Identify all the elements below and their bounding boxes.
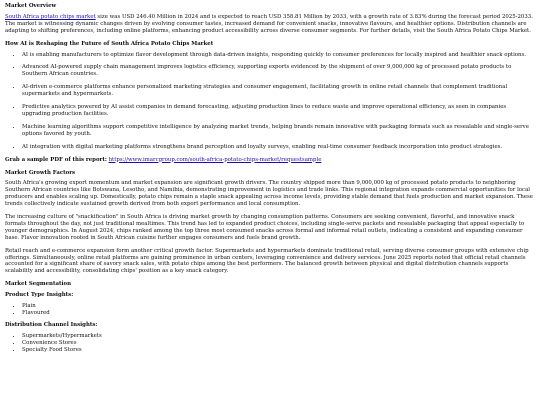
list-item: • AI is enabling manufacturers to optimize flavor development through data-driven insights, responding quickly to consumer preferences for locally inspired and healthier snack options. [22, 52, 535, 59]
list-item: • Supermarkets/Hypermarkets [22, 333, 535, 340]
market-overview-text: size was USD 246.40 Million in 2024 and is expected to reach USD 358.81 Million by 2033, with a growth rate of 3.83% during the forecast period 2025-2033. The market is witnessing dynamic changes driven by evolving consumer tastes, increased demand for convenient snacks, innovative flavours, and healthier options. Distribution channels are adapting to shifting preferences, including online platforms, enhancing product accessibility across diverse consumer segments. For further details, visit the South Africa Potato Chips Market. [5, 13, 533, 34]
segmentation-heading: Market Segmentation [5, 281, 72, 288]
list-item: • Predictive analytics powered by AI assist companies in demand forecasting, adjusting production lines to reduce waste and improve operational efficiency, as seen in companies upgrading production facilities. [22, 104, 535, 118]
ai-bullet-list [5, 52, 535, 151]
list-item: • Plain [22, 303, 535, 310]
list-item: • AI integration with digital marketing platforms strengthens brand perception and loyalty surveys, enabling real-time consumer feedback incorporation into product strategies. [22, 144, 535, 151]
list-item: • Machine learning algorithms support competitive intelligence by analyzing market trends, helping brands remain innovative with packaging formats such as resealable and single-serve options favored by youth. [22, 124, 535, 138]
ai-section-heading: How AI is Reshaping the Future of South Africa Potato Chips Market [5, 40, 214, 47]
list-item: • Flavoured [22, 310, 535, 317]
sample-pdf-link[interactable]: https://www.imarcgroup.com/south-africa-potato-chips-market/requestsample [108, 156, 322, 163]
list-item: • AI-driven e-commerce platforms enhance personalized marketing strategies and consumer engagement, facilitating growth in online retail channels that complement traditional supermarkets and hypermarkets. [22, 84, 535, 98]
growth-paragraph: South Africa's growing export momentum and market expansion are significant growth drivers. The country shipped more than 9,000,000 kg of processed potato products to neighboring Southern African countries like Botswana, Lesotho, and Namibia, demonstrating improvement in logistics and trade links. This regional integration expands commercial opportunities for local producers and enables scaling up. Domestically, potato chips remain a staple snack appealing across income levels, providing stable demand that fuels production and market expansion. These trends collectively indicate sustained growth derived from both export performance and local consumption. [5, 180, 533, 208]
growth-paragraph: Retail reach and e-commerce expansion form another critical growth factor. Supermarkets and hypermarkets dominate traditional retail, serving diverse consumer groups with extensive chip offerings. Simultaneously, online retail platforms are gaining prominence in urban centers, leveraging convenience and delivery services. June 2025 reports noted that official retail channels accounted for a significant share of savory snack sales, with potato chips among the best performers. The balanced growth between physical and digital distribution channels supports scalability and accessibility, consolidating chips' position as a key snack category. [5, 247, 529, 275]
market-report-link[interactable]: South Africa potato chips market [5, 13, 96, 20]
distribution-channel-heading: Distribution Channel Insights: [5, 321, 98, 328]
list-item: • Advanced AI-powered supply chain management improves logistics efficiency, supporting exports evidenced by the shipment of over 9,000,000 kg of processed potato products to Southern African countries. [22, 64, 535, 78]
product-type-list [5, 303, 535, 317]
product-type-heading: Product Type Insights: [5, 292, 74, 299]
growth-paragraph: The increasing culture of "snackification" in South Africa is driving market growth by changing consumption patterns. Consumers are seeking convenient, flavorful, and innovative snack formats throughout the day, not just traditional mealtimes. This trend has led to expanded product choices, including single-serve packets and resealable packaging that appeal especially to younger demographics. In August 2024, chips ranked among the top three most consumed snacks across formal and informal retail outlets, indicating a consistent and expanding consumer base. Flavor innovation rooted in South African cuisine further engages consumers and fuels brand growth. [5, 214, 525, 241]
list-item: • Convenience Stores [22, 340, 535, 347]
list-item: • Specialty Food Stores [22, 347, 535, 354]
growth-factors-heading: Market Growth Factors [5, 169, 76, 176]
sample-pdf-line [5, 157, 535, 164]
sample-pdf-label: Grab a sample PDF of this report: [5, 156, 107, 163]
market-overview-paragraph [5, 14, 535, 35]
market-overview-heading: Market Overview [5, 3, 57, 9]
distribution-channel-list [5, 333, 535, 354]
